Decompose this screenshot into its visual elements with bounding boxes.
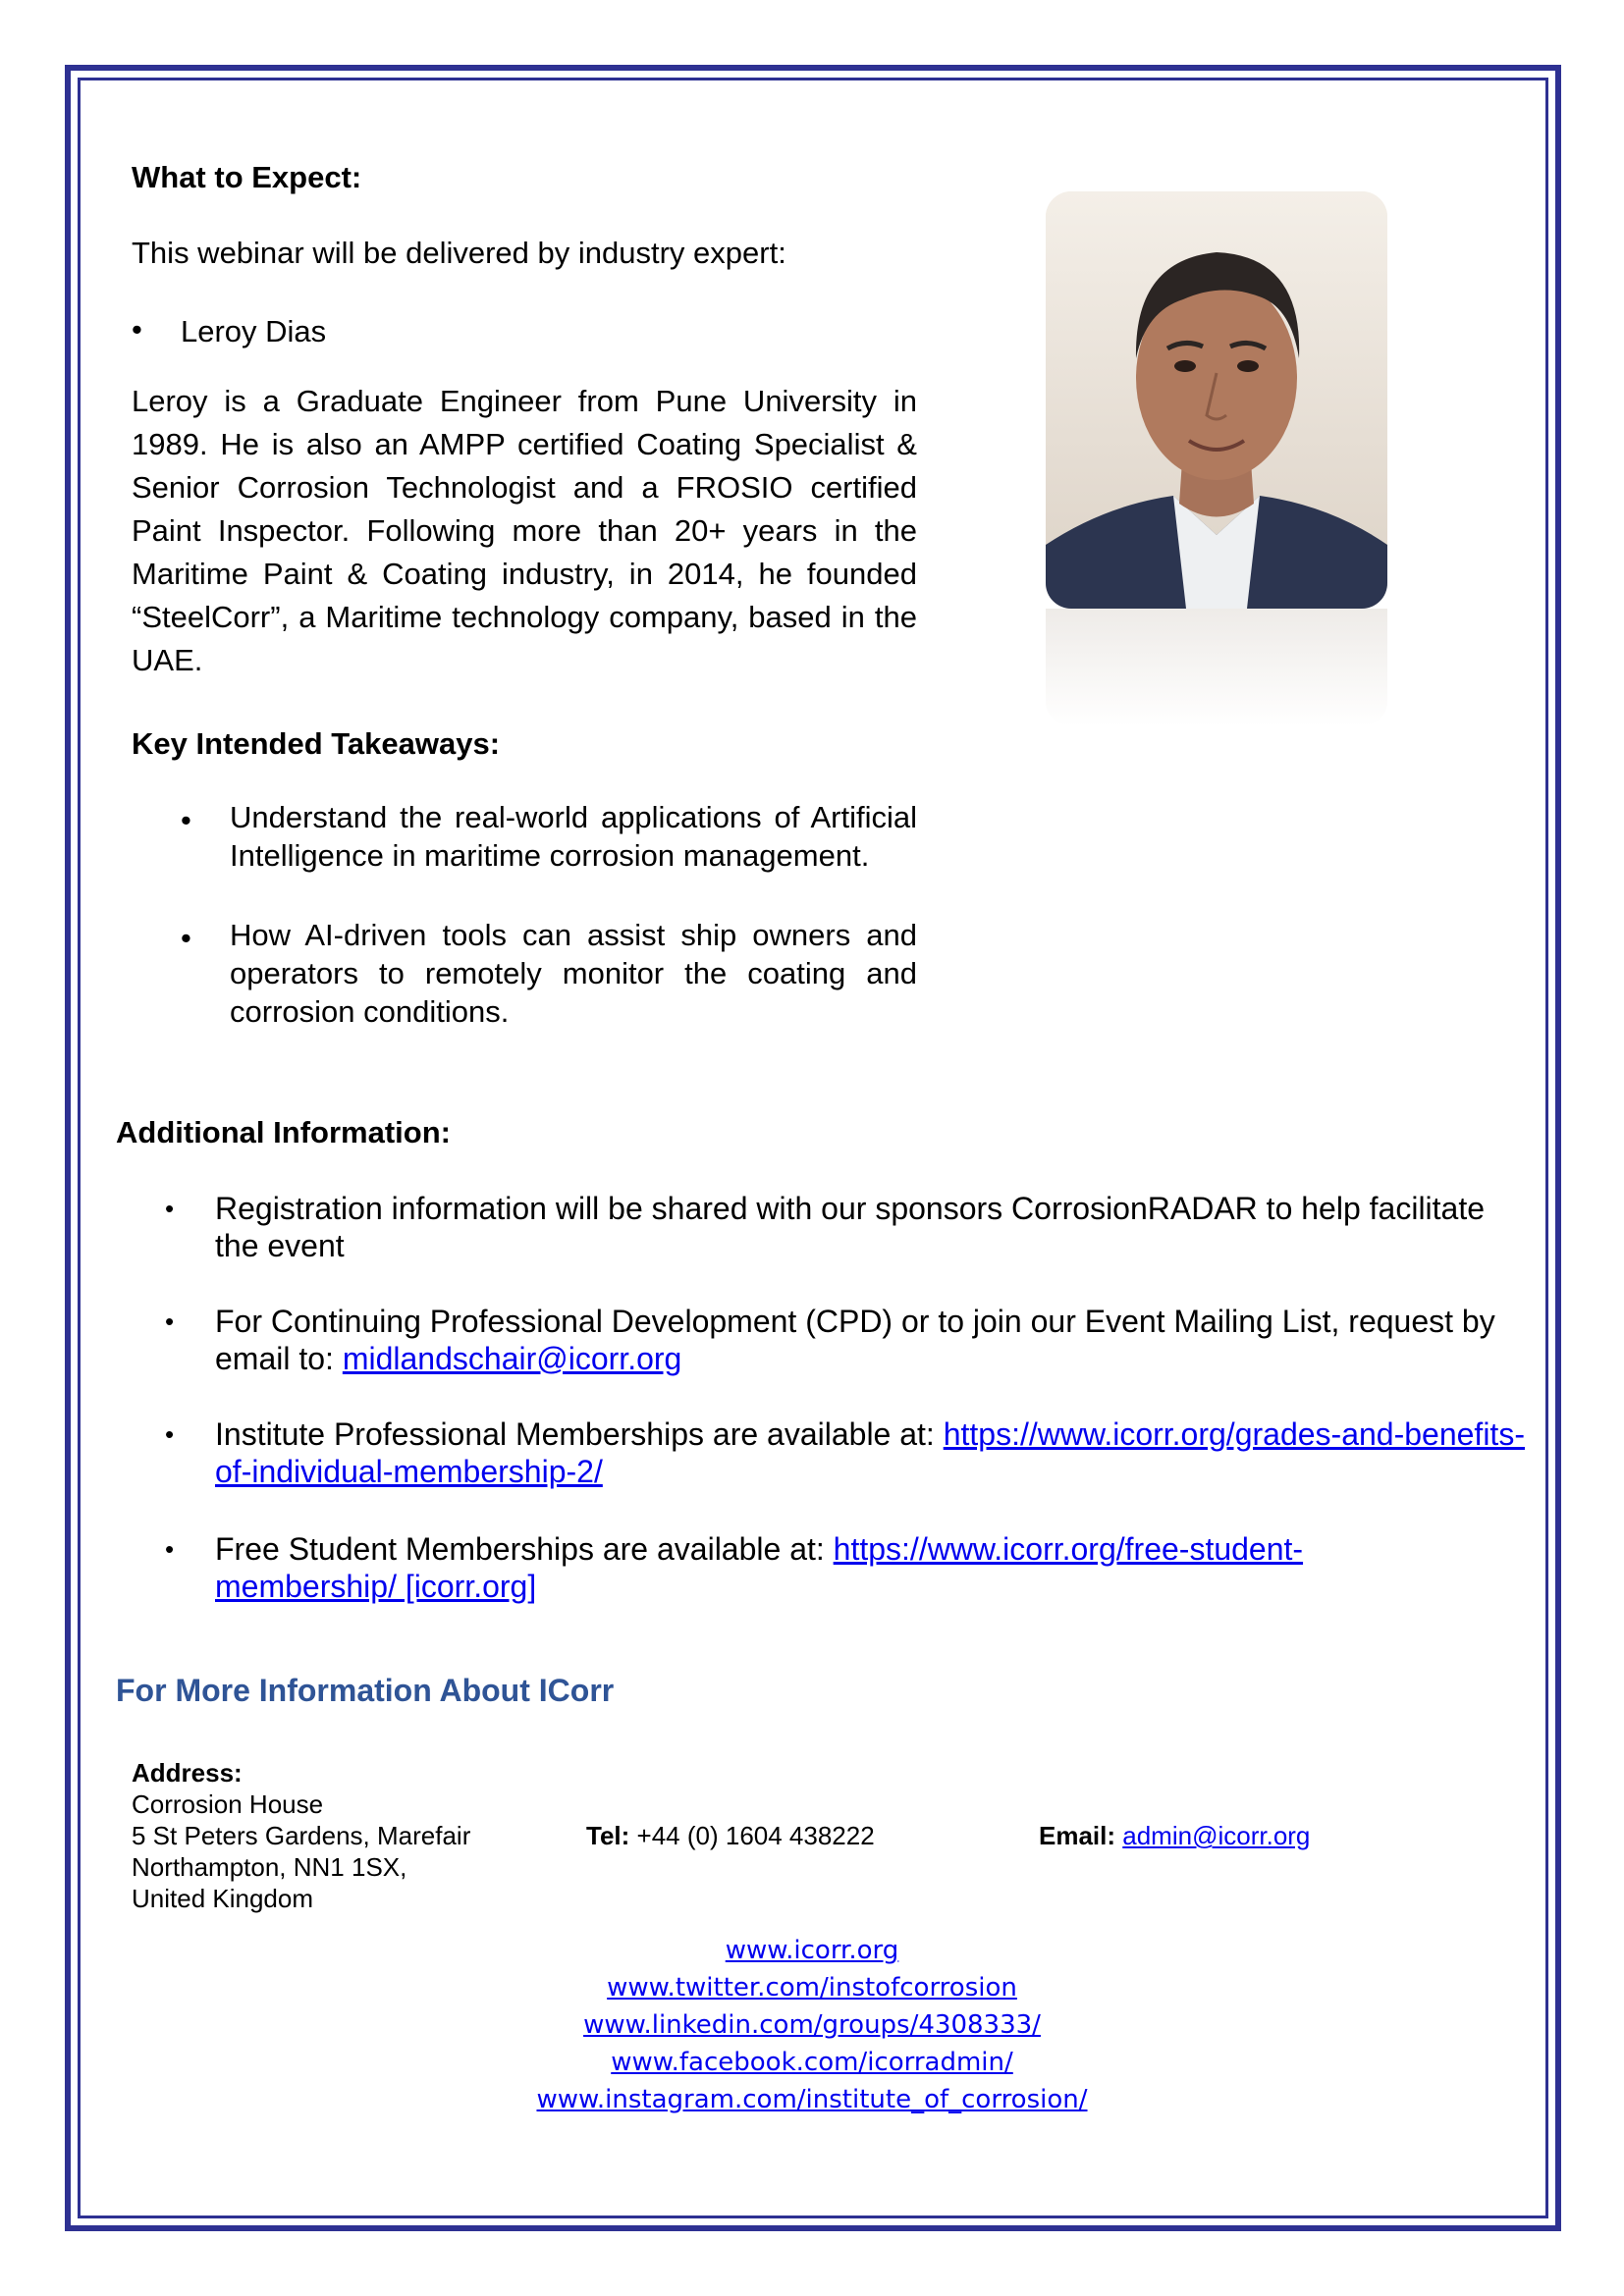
speaker-portrait-graphic — [1046, 191, 1387, 609]
admin-email-link[interactable]: admin@icorr.org — [1122, 1821, 1311, 1850]
intro-text: This webinar will be delivered by industry expert: — [132, 236, 786, 270]
address-line-1: Corrosion House — [132, 1789, 324, 1819]
additional-info-heading: Additional Information: — [116, 1115, 451, 1149]
email — [1039, 1820, 1310, 1851]
website-link[interactable]: www.icorr.org — [725, 1936, 899, 1965]
address-line-2: 5 St Peters Gardens, Marefair — [132, 1821, 471, 1850]
bullet-dot: • — [181, 803, 191, 837]
instagram-link[interactable]: www.instagram.com/institute_of_corrosion/ — [536, 2085, 1088, 2114]
email-label: Email: — [1039, 1821, 1116, 1850]
additional-item-3-text: Institute Professional Memberships are available at: — [215, 1416, 944, 1452]
bullet-dot: • — [132, 312, 142, 347]
speaker-photo — [1046, 191, 1387, 609]
takeaway-item-1: Understand the real-world applications of Artificial Intelligence in maritime corrosion management. — [230, 800, 917, 873]
facebook-link[interactable]: www.facebook.com/icorradmin/ — [611, 2048, 1013, 2077]
additional-item-3 — [215, 1415, 1531, 1490]
additional-item-4-text: Free Student Memberships are available at: — [215, 1531, 834, 1567]
tel-label: Tel: — [586, 1821, 630, 1850]
address-line-4: United Kingdom — [132, 1884, 313, 1913]
bullet-dot: • — [165, 1194, 175, 1223]
membership-link[interactable]: https://www.icorr.org/grades-and-benefits-of-individual-membership-2/ — [215, 1416, 1525, 1489]
tel-value: +44 (0) 1604 438222 — [636, 1821, 875, 1850]
twitter-link[interactable]: www.twitter.com/instofcorrosion — [607, 1973, 1017, 2002]
speaker-bio: Leroy is a Graduate Engineer from Pune University in 1989. He is also an AMPP certified Coating Specialist & Senior Corrosion Technologist and a FROSIO certified Paint Inspector. Following more than 20+ years in the Maritime Paint & Coating industry, in 2014, he founded “SteelCorr”, a Maritime technology company, based in the UAE. — [132, 384, 917, 677]
takeaway-item-2: How AI-driven tools can assist ship owners and operators to remotely monitor the coating and corrosion conditions. — [230, 918, 917, 1029]
social-links — [0, 1934, 1624, 2120]
bullet-dot: • — [181, 921, 191, 955]
address-line-3: Northampton, NN1 1SX, — [132, 1852, 407, 1882]
additional-item-1: Registration information will be shared with our sponsors CorrosionRADAR to help facilitate the event — [215, 1191, 1486, 1263]
address-label: Address: — [132, 1758, 243, 1788]
telephone — [586, 1820, 875, 1851]
what-to-expect-heading: What to Expect: — [132, 160, 362, 194]
additional-item-2-text: For Continuing Professional Development (CPD) or to join our Event Mailing List, request by email to: — [215, 1304, 1495, 1376]
speaker-name: Leroy Dias — [181, 314, 327, 348]
bullet-dot: • — [165, 1419, 175, 1449]
takeaways-heading: Key Intended Takeaways: — [132, 726, 501, 761]
photo-reflection — [1046, 609, 1387, 726]
bullet-dot: • — [165, 1534, 175, 1564]
additional-item-2 — [215, 1303, 1531, 1377]
linkedin-link[interactable]: www.linkedin.com/groups/4308333/ — [583, 2010, 1041, 2040]
midlandschair-email-link[interactable]: midlandschair@icorr.org — [342, 1341, 682, 1376]
student-membership-link[interactable]: https://www.icorr.org/free-student-membership/ [icorr.org] — [215, 1531, 1304, 1604]
more-info-heading: For More Information About ICorr — [116, 1673, 615, 1708]
additional-item-4 — [215, 1530, 1374, 1605]
bullet-dot: • — [165, 1307, 175, 1336]
